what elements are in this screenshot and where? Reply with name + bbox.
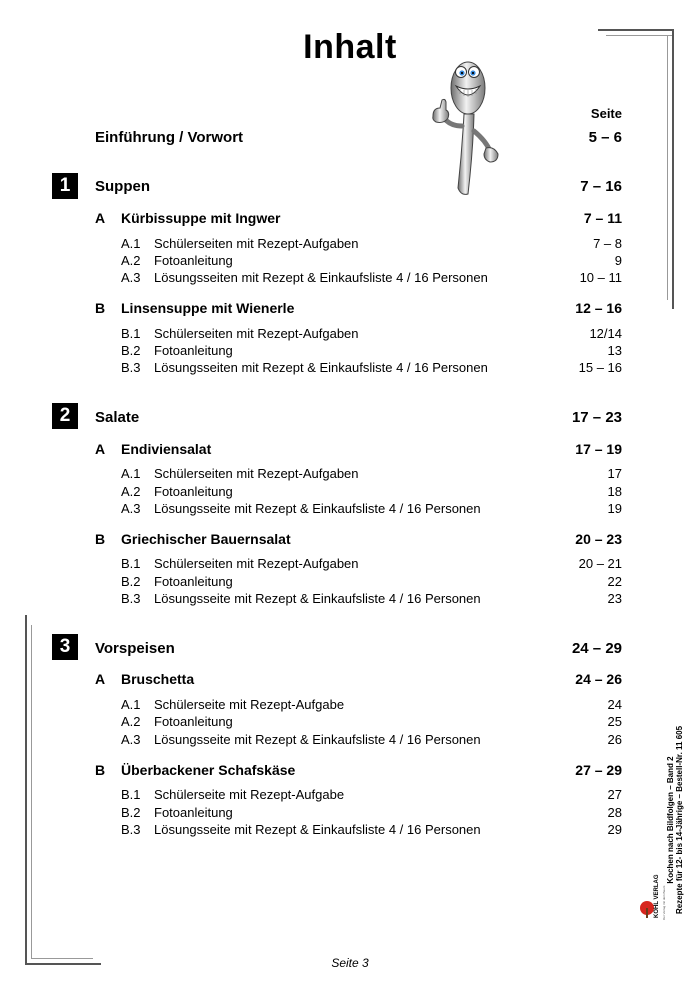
- section-letter: B: [95, 762, 106, 778]
- item-code: A.3: [121, 501, 141, 516]
- item-text: Fotoanleitung: [154, 343, 233, 358]
- section-title: Bruschetta: [121, 671, 195, 687]
- item-pages: 24: [607, 697, 622, 712]
- section-letter: A: [95, 210, 106, 226]
- item-pages: 28: [607, 805, 622, 820]
- item-code: B.2: [121, 574, 141, 589]
- item-text: Schülerseiten mit Rezept-Aufgaben: [154, 236, 359, 251]
- item-code: A.3: [121, 732, 141, 747]
- item-text: Lösungsseite mit Rezept & Einkaufsliste 4 / 16 Personen: [154, 822, 481, 837]
- chapter-title: Suppen: [95, 178, 150, 195]
- item-pages: 26: [607, 732, 622, 747]
- item-code: A.1: [121, 236, 141, 251]
- spoon-mascot-illustration: [428, 56, 512, 198]
- item-code: A.1: [121, 697, 141, 712]
- item-code: B.3: [121, 591, 141, 606]
- side-imprint-line1: Kochen nach Bildfolgen – Band 2: [666, 756, 675, 884]
- item-code: A.2: [121, 253, 141, 268]
- section-letter: B: [95, 300, 106, 316]
- item-pages: 17: [607, 466, 622, 481]
- section-letter: A: [95, 671, 106, 687]
- page-footer: Seite 3: [331, 956, 369, 970]
- section-pages: 7 – 11: [583, 210, 622, 226]
- page-column-header: Seite: [590, 106, 622, 121]
- section-letter: B: [95, 531, 106, 547]
- item-text: Fotoanleitung: [154, 574, 233, 589]
- item-code: B.3: [121, 360, 141, 375]
- item-pages: 25: [607, 714, 622, 729]
- item-text: Schülerseiten mit Rezept-Aufgaben: [154, 556, 359, 571]
- frame-right-v: [672, 29, 674, 309]
- item-pages: 19: [607, 501, 622, 516]
- item-code: B.1: [121, 556, 141, 571]
- item-text: Schülerseite mit Rezept-Aufgabe: [154, 787, 345, 802]
- logo-tagline: Der Verlag mit dem Baum: [662, 885, 666, 920]
- item-pages: 29: [607, 822, 622, 837]
- item-pages: 27: [607, 787, 622, 802]
- item-pages: 12/14: [589, 326, 622, 341]
- item-pages: 18: [607, 484, 622, 499]
- page-title: Inhalt: [303, 28, 397, 66]
- intro-title: Einführung / Vorwort: [95, 129, 244, 146]
- item-pages: 22: [607, 574, 622, 589]
- intro-pages: 5 – 6: [588, 129, 622, 146]
- logo-wordmark: KOHL VERLAG: [654, 874, 660, 918]
- section-pages: 17 – 19: [575, 441, 622, 457]
- item-pages: 13: [607, 343, 622, 358]
- item-text: Schülerseite mit Rezept-Aufgabe: [154, 697, 345, 712]
- item-pages: 7 – 8: [593, 236, 622, 251]
- item-text: Lösungsseiten mit Rezept & Einkaufsliste 4 / 16 Personen: [154, 270, 488, 285]
- section-pages: 27 – 29: [575, 762, 622, 778]
- item-pages: 20 – 21: [578, 556, 622, 571]
- chapter-number-badge: 3: [52, 634, 78, 660]
- chapter-number-badge: 2: [52, 403, 78, 429]
- chapter-title: Salate: [95, 409, 140, 426]
- section-pages: 12 – 16: [575, 300, 622, 316]
- item-code: B.1: [121, 787, 141, 802]
- item-code: B.2: [121, 343, 141, 358]
- item-code: A.3: [121, 270, 141, 285]
- section-title: Griechischer Bauernsalat: [121, 531, 291, 547]
- item-code: B.2: [121, 805, 141, 820]
- item-text: Schülerseiten mit Rezept-Aufgaben: [154, 326, 359, 341]
- frame-left-v2: [31, 625, 32, 959]
- item-code: A.2: [121, 484, 141, 499]
- item-text: Lösungsseite mit Rezept & Einkaufsliste 4 / 16 Personen: [154, 732, 481, 747]
- item-text: Fotoanleitung: [154, 805, 233, 820]
- item-text: Lösungsseite mit Rezept & Einkaufsliste 4 / 16 Personen: [154, 591, 481, 606]
- section-title: Linsensuppe mit Wienerle: [121, 300, 295, 316]
- section-letter: A: [95, 441, 106, 457]
- item-code: B.3: [121, 822, 141, 837]
- item-text: Fotoanleitung: [154, 484, 233, 499]
- item-pages: 10 – 11: [579, 270, 622, 285]
- frame-left-v: [25, 615, 27, 965]
- section-title: Überbackener Schafskäse: [121, 762, 296, 778]
- item-text: Fotoanleitung: [154, 714, 233, 729]
- item-pages: 23: [607, 591, 622, 606]
- item-pages: 9: [614, 253, 622, 268]
- side-imprint-line2: Rezepte für 12- bis 14-Jährige – Bestell-Nr. 11 605: [675, 725, 684, 915]
- chapter-title: Vorspeisen: [95, 640, 175, 657]
- item-code: A.2: [121, 714, 141, 729]
- chapter-pages: 24 – 29: [571, 640, 622, 657]
- section-pages: 24 – 26: [575, 671, 622, 687]
- item-code: B.1: [121, 326, 141, 341]
- publisher-logo-icon: [638, 868, 674, 920]
- chapter-pages: 7 – 16: [580, 178, 622, 195]
- frame-right-v2: [667, 35, 668, 300]
- section-pages: 20 – 23: [575, 531, 622, 547]
- item-pages: 15 – 16: [578, 360, 622, 375]
- item-text: Lösungsseiten mit Rezept & Einkaufsliste 4 / 16 Personen: [154, 360, 488, 375]
- section-title: Kürbissuppe mit Ingwer: [121, 210, 281, 226]
- side-imprint-text: [666, 650, 684, 990]
- chapter-number-badge: 1: [52, 173, 78, 199]
- section-title: Endiviensalat: [121, 441, 212, 457]
- item-text: Schülerseiten mit Rezept-Aufgaben: [154, 466, 359, 481]
- item-text: Fotoanleitung: [154, 253, 233, 268]
- item-text: Lösungsseite mit Rezept & Einkaufsliste 4 / 16 Personen: [154, 501, 481, 516]
- item-code: A.1: [121, 466, 141, 481]
- chapter-pages: 17 – 23: [571, 409, 622, 426]
